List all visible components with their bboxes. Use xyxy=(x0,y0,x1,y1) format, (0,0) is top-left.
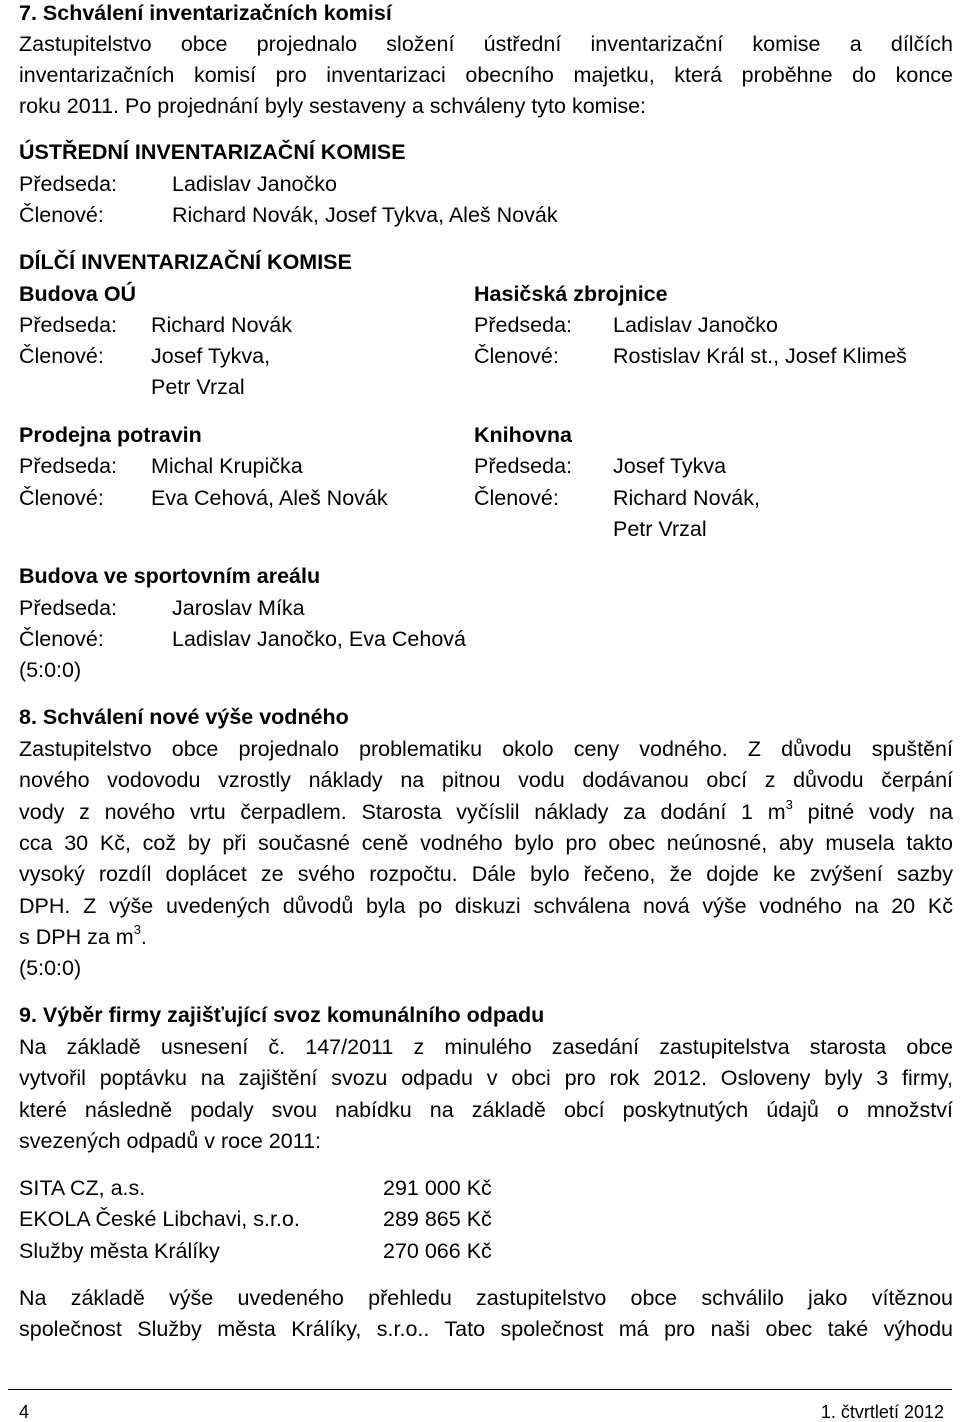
s7-paragraph-line: roku 2011. Po projednání byly sestaveny a schváleny tyto komise: xyxy=(19,94,647,118)
issue-label: 1. čtvrtletí 2012 xyxy=(820,1402,944,1422)
offer-company: EKOLA České Libchavi, s.r.o. xyxy=(19,1207,300,1231)
s8-paragraph-line: Zastupitelstvo obce projednalo problematiku okolo ceny vodného. Z důvodu spuštění xyxy=(19,737,953,761)
group-members-names: Josef Tykva, xyxy=(151,344,271,368)
s9-paragraph-line: vytvořil poptávku na zajištění svozu odpadu v obci pro rok 2012. Osloveny byly 3 firmy, xyxy=(19,1066,953,1090)
s8-paragraph-line: s DPH za $m^3$. xyxy=(19,922,147,949)
group-members-label: Členové: xyxy=(19,627,104,651)
offer-price: 270 066 Kč xyxy=(383,1239,492,1263)
s8-paragraph-line: DPH. Z výše uvedených důvodů byla po diskuzi schválena nová výše vodného na 20 Kč xyxy=(19,894,953,918)
s7-paragraph-line: Zastupitelstvo obce projednalo složení ústřední inventarizační komise a dílčích xyxy=(19,32,953,56)
group-members-names: Richard Novák, xyxy=(613,486,760,510)
group-members-names: Rostislav Král st., Josef Klimeš xyxy=(613,344,907,368)
group-members-label: Členové: xyxy=(474,486,559,510)
footer-divider xyxy=(8,1389,952,1390)
offer-company: SITA CZ, a.s. xyxy=(19,1176,146,1200)
offer-company: Služby města Králíky xyxy=(19,1239,220,1263)
offer-price: 291 000 Kč xyxy=(383,1176,492,1200)
s9-closing-line: Na základě výše uvedeného přehledu zastupitelstvo obce schválilo jako vítěznou xyxy=(19,1286,953,1310)
group-title: Knihovna xyxy=(474,423,572,447)
group-title: Hasičská zbrojnice xyxy=(474,282,668,306)
group-chair-name: Michal Krupička xyxy=(151,454,303,478)
group-members-names: Petr Vrzal xyxy=(613,517,707,541)
group-chair-label: Předseda: xyxy=(19,313,118,337)
group-chair-label: Předseda: xyxy=(19,454,118,478)
group-chair-name: Ladislav Janočko xyxy=(613,313,778,337)
s9-paragraph-line: které následně podaly svou nabídku na základě obcí poskytnutých údajů o množství xyxy=(19,1098,953,1122)
group-title: Budova OÚ xyxy=(19,282,137,306)
group-title: Prodejna potravin xyxy=(19,423,202,447)
section-7-heading: 7. Schválení inventarizačních komisí xyxy=(19,1,392,25)
s9-paragraph-line: Na základě usnesení č. 147/2011 z minulého zasedání zastupitelstva starosta obce xyxy=(19,1035,953,1059)
group-members-names: Petr Vrzal xyxy=(151,375,245,399)
s8-paragraph-line: vysoký rozdíl doplácet ze svého rozpočtu. Dále bylo řečeno, že dojde ke zvýšení sazby xyxy=(19,862,953,886)
partial-commission-title: DÍLČÍ INVENTARIZAČNÍ KOMISE xyxy=(19,250,352,274)
vote-result: (5:0:0) xyxy=(19,956,82,980)
group-chair-label: Předseda: xyxy=(19,596,118,620)
group-title: Budova ve sportovním areálu xyxy=(19,564,321,588)
s8-paragraph-line: vody z nového vrtu čerpadlem. Starosta vyčíslil náklady za dodání 1 $m^3$ pitné vody na xyxy=(19,797,954,824)
section-9-heading: 9. Výběr firmy zajišťující svoz komunálního odpadu xyxy=(19,1003,545,1027)
page-number: 4 xyxy=(19,1402,30,1422)
s8-paragraph-line: cca 30 Kč, což by při současné ceně vodného bylo pro obec neúnosné, aby musela takto xyxy=(19,831,953,855)
group-members-label: Členové: xyxy=(474,344,559,368)
offer-price: 289 865 Kč xyxy=(383,1207,492,1231)
central-chair-label: Předseda: xyxy=(19,172,118,196)
s7-paragraph-line: inventarizačních komisí pro inventarizaci obecního majetku, která proběhne do konce xyxy=(19,63,953,87)
group-chair-name: Richard Novák xyxy=(151,313,292,337)
central-members-label: Členové: xyxy=(19,203,104,227)
group-chair-name: Josef Tykva xyxy=(613,454,727,478)
s8-paragraph-line: nového vodovodu vzrostly náklady na pitnou vodu dodávanou obcí z důvodu čerpání xyxy=(19,768,953,792)
group-chair-label: Předseda: xyxy=(474,313,573,337)
group-chair-name: Jaroslav Míka xyxy=(172,596,305,620)
group-chair-label: Předseda: xyxy=(474,454,573,478)
central-chair-name: Ladislav Janočko xyxy=(172,172,337,196)
group-members-names: Eva Cehová, Aleš Novák xyxy=(151,486,388,510)
s9-paragraph-line: svezených odpadů v roce 2011: xyxy=(19,1129,321,1153)
s9-closing-line: společnost Služby města Králíky, s.r.o.. Tato společnost má pro naši obec také výhodu xyxy=(19,1317,953,1341)
group-members-label: Členové: xyxy=(19,486,104,510)
central-commission-title: ÚSTŘEDNÍ INVENTARIZAČNÍ KOMISE xyxy=(19,140,406,164)
group-members-label: Členové: xyxy=(19,344,104,368)
section-8-heading: 8. Schválení nové výše vodného xyxy=(19,705,349,729)
group-members-names: Ladislav Janočko, Eva Cehová xyxy=(172,627,467,651)
vote-result: (5:0:0) xyxy=(19,658,82,682)
central-members-names: Richard Novák, Josef Tykva, Aleš Novák xyxy=(172,203,558,227)
